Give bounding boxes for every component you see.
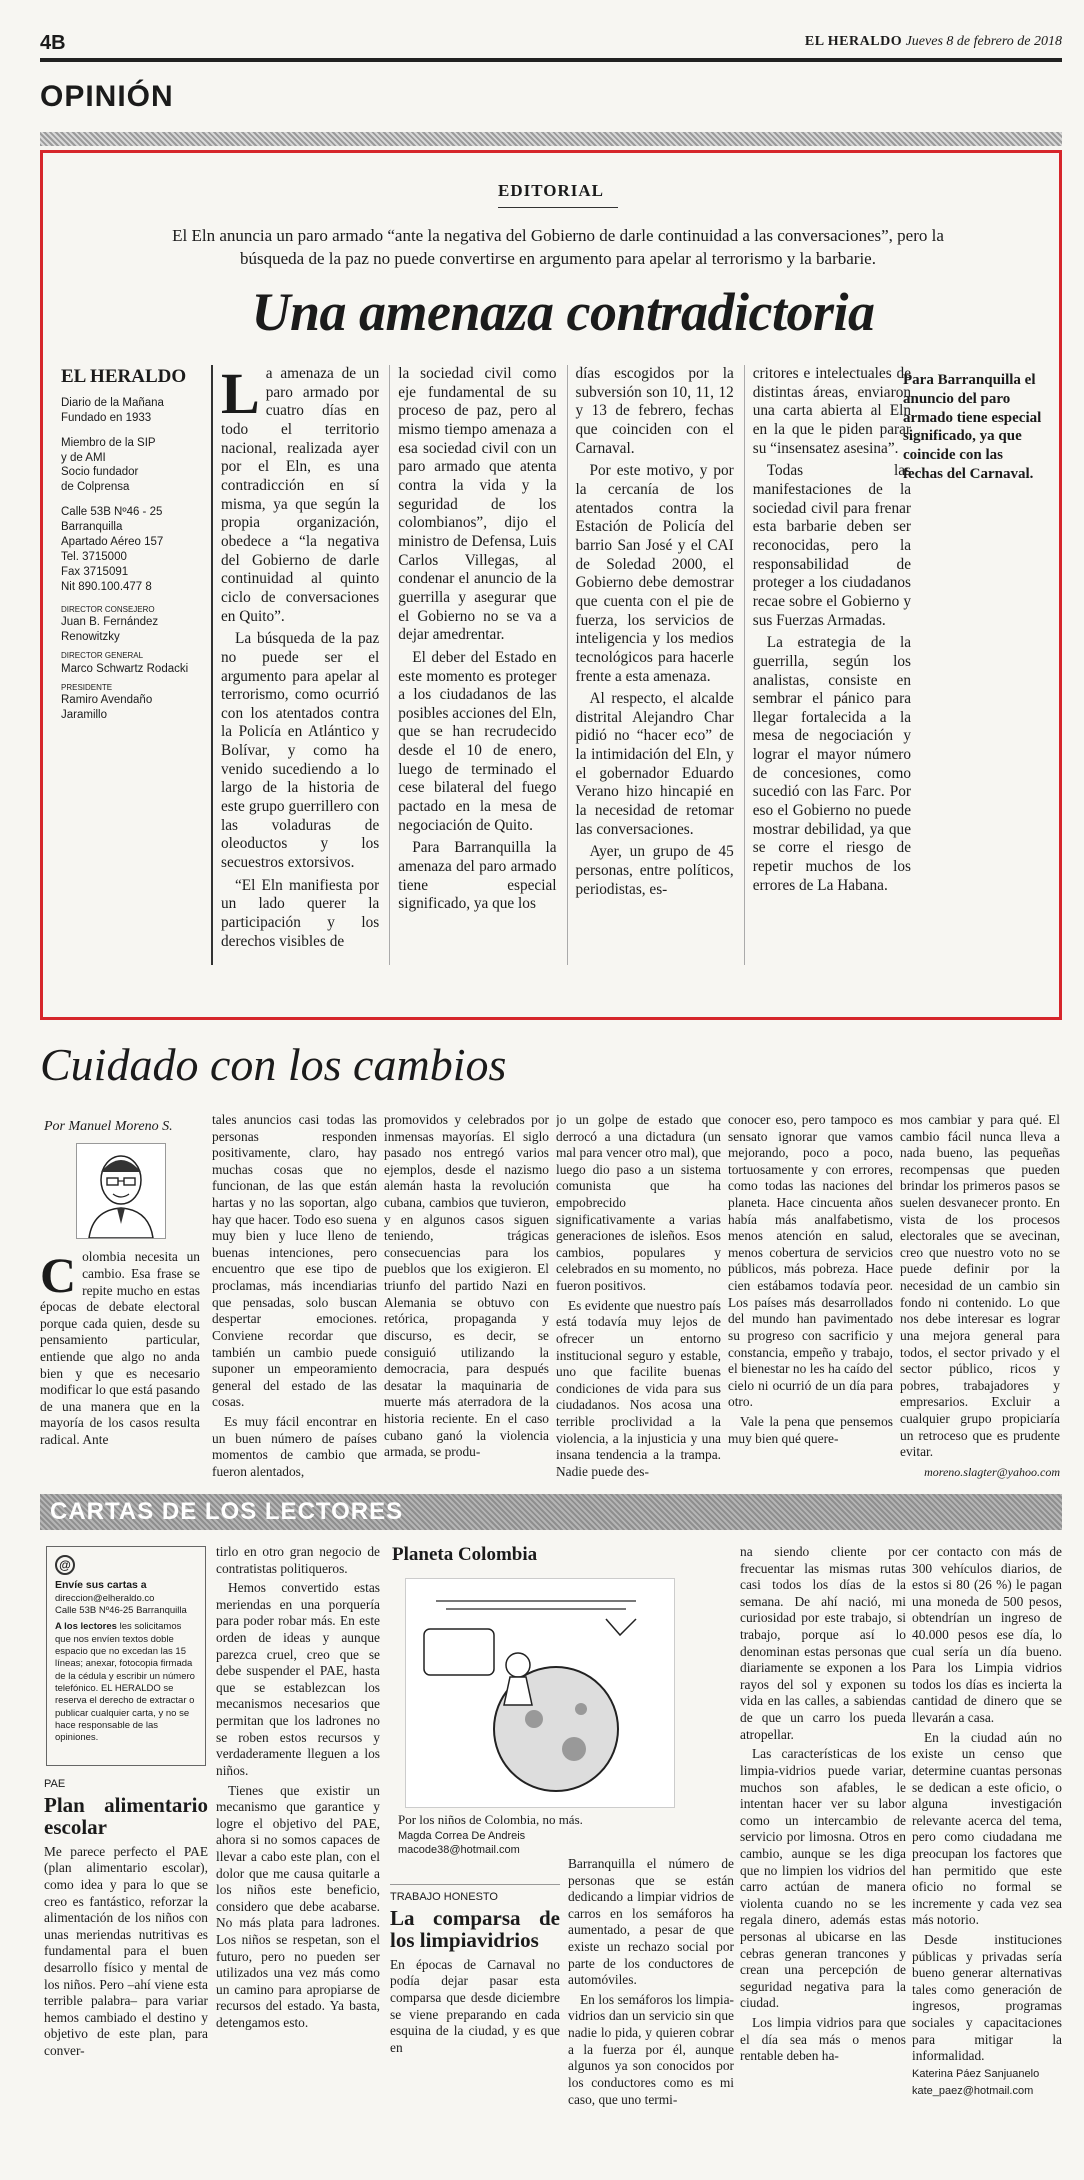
editorial-headline: Una amenaza contradictoria — [251, 282, 875, 342]
letter-pae-col-1 — [44, 1778, 208, 2160]
info-line: Calle 53B Nº46 - 25 — [61, 506, 163, 519]
info-line: Apartado Aéreo 157 — [61, 536, 164, 549]
publication-date: Jueves 8 de febrero de 2018 — [905, 34, 1062, 49]
newspaper-info-box — [61, 365, 196, 723]
paragraph — [221, 365, 379, 626]
editorial-column-1 — [211, 365, 379, 965]
letter-limpiavidrios-col-2 — [568, 1856, 734, 2160]
paragraph: Los limpia vidrios para que el día sea más o menos rentable deben ha- — [740, 2015, 906, 2064]
editorial-box — [40, 150, 1062, 1020]
paragraph: tirlo en otro gran negocio de contratistas politiqueros. — [216, 1544, 380, 1576]
at-icon: @ — [55, 1555, 75, 1575]
masthead — [40, 28, 1062, 62]
paragraph: Barranquilla el número de personas que se están dedicando a limpiar vidrios de carros en los semáforos ha aumentado, a pesar de que existe un rechazo social por parte de los conductores de automóviles. — [568, 1856, 734, 1988]
byline: Por Manuel Moreno S. — [44, 1119, 173, 1134]
letter-title: La comparsa de los limpiavidrios — [390, 1905, 560, 1952]
newspaper-brand: EL HERALDO — [61, 366, 187, 387]
info-line: Nit 890.100.477 8 — [61, 581, 152, 593]
staff-role: DIRECTOR GENERAL — [61, 651, 144, 661]
info-line: Fundado en 1933 — [61, 411, 152, 424]
editorial-kicker: EDITORIAL — [498, 181, 604, 200]
staff-name: Ramiro Avendaño Jaramillo — [61, 693, 153, 721]
paragraph: En los semáforos los limpia-vidrios dan un servicio sin que nadie lo pida, y quieren cobrar a la fuerza por él, aunque algunos ya son conocidos por los conductores como es mi caso, que uno termi- — [568, 1991, 734, 2107]
notice-title: Envíe sus cartas a — [55, 1579, 147, 1591]
info-line: de Colprensa — [61, 481, 130, 494]
staff-name: Juan B. Fernández Renowitzky — [61, 616, 159, 644]
paragraph: critores e intelectuales de distintas áreas, enviaron una carta abierta al Eln en la que le piden parar su “insensatez asesina”. — [752, 365, 911, 457]
letter-limpiavidrios-col-1 — [390, 1884, 560, 2160]
cartoon-caption: Por los niños de Colombia, no más. — [398, 1812, 583, 1827]
info-line: y de AMI — [61, 451, 106, 464]
letters-notice-box — [46, 1546, 206, 1766]
editorial-deck: El Eln anuncia un paro armado “ante la negativa del Gobierno de darle continuidad a las conversaciones”, pero la búsqueda de la paz no puede convertirse en argumento para apelar al terrorismo y la barbarie. — [172, 226, 944, 268]
cartoon-title: Planeta Colombia — [392, 1544, 538, 1565]
notice-body: les solicitamos que nos envíen textos doble espacio que no excedan las 15 líneas; anexar, fotocopia firmada de la cédula y escribir un número telefónico. EL HERALDO se reserva el derecho de extractar o publicar cualquier carta, y no se hace responsable de las opiniones. — [55, 1621, 195, 1744]
cartoon-email[interactable]: macode38@hotmail.com — [398, 1844, 520, 1857]
cartoon-image — [405, 1578, 675, 1808]
paragraph: En la ciudad aún no existe un censo que determine cuantas personas se dedican a este oficio, o alguna investigación relevante acerca del tema, pero como ciudadana me preocupan los factores que han permitido que este oficio no formal se incremente y cada vez sea más notorio. — [912, 1729, 1062, 1928]
paragraph: promovidos y celebrados por inmensas mayorías. El siglo pasado nos entregó varios ejemplos, desde el nazismo alemán hasta la revolución cubana, cambios que tuvieron, y en algunos casos siguen teniendo, trágicas consecuencias para los pueblos que los exigieron. El triunfo del partido Nazi en Alemania se obtuvo con retórica, propaganda y discurso, es decir, se consiguió utilizando la democracia, para después desatar la maquinaria de muerte más aterradora de la historia reciente. En el caso cubano ganó la violencia armada, se produ- — [384, 1112, 549, 1460]
paragraph: Vale la pena que pensemos muy bien qué quere- — [728, 1413, 893, 1446]
letters-section-title: CARTAS DE LOS LECTORES — [50, 1498, 404, 1525]
paragraph: Por este motivo, y por la cercanía de los atentados contra la Estación de Policía del barrio San José y el CAI de Soledad 2000, el Gobierno debe demostrar que cuenta con el pie de fuerza, los servicios de inteligencia y los medios tecnológicos para hacerle frente a esta amenaza. — [575, 462, 734, 685]
paragraph: na siendo cliente por frecuentar las mismas rutas casi todos los días de la semana. De ahí nació, mi curiosidad por este trabajo, si trabajo, porque así lo denominan estas personas que diariamente se exponen a los rayos del sol y exponen su vida en las calles, a sabiendas de que un carro los pueda atropellar. — [740, 1544, 906, 1742]
notice-address: Calle 53B Nº46-25 Barranquilla — [55, 1604, 187, 1616]
publication-name: EL HERALDO — [804, 34, 903, 49]
editorial-body — [211, 365, 911, 965]
column-text-6 — [900, 1112, 1060, 1482]
paragraph: cer contacto con más de 300 vehículos diarios, de estos si 80 (26 %) le pagan una moneda de 500 pesos, obtendrían un ingreso de 40.000 pesos ese día, lo cual sería un día bueno. Para los Limpia vidrios todos los días es incierta la cantidad de dinero que se llevarán a casa. — [912, 1544, 1062, 1726]
author-portrait — [76, 1143, 166, 1239]
cartoon-drawing — [406, 1579, 674, 1807]
dropcap: C — [40, 1247, 77, 1304]
notice-text — [55, 1621, 197, 1744]
paragraph-text: olombia necesita un cambio. Esa frase se repite mucho en estas épocas de debate electoral porque cada quien, desde su pensamiento particular, entiende que algo no anda bien y que es necesario modificar lo que está pasando de una manera que en la mayoría de los casos resulta radical. Ante — [40, 1249, 200, 1448]
editorial-column-2 — [389, 365, 556, 965]
portrait-illustration — [77, 1144, 165, 1238]
notice-lead: A los lectores — [55, 1621, 117, 1633]
letter-pae-col-2 — [216, 1544, 380, 2160]
paragraph: En épocas de Carnaval no podía dejar pasar esta comparsa que desde diciembre se viene preparando en cada esquina de la ciudad, y es que en — [390, 1956, 560, 2055]
paragraph: Las características de los limpia-vidrios puede variar, muchos son afables, le intentan hacer ver su labor como un intercambio de servicio por limosna. Otros en cambio, aunque se les diga que no limpien los vidrios del carro actúan de manera violenta cuando no se les regala dinero, además estas personas al ubicarse en las cebras generan trancones y crean una percepción de seguridad negativa para la ciudad. — [740, 1746, 906, 2011]
paragraph: Ayer, un grupo de 45 personas, entre políticos, periodistas, es- — [575, 843, 734, 898]
letters-section-bar — [40, 1494, 1062, 1530]
paragraph: Me parece perfecto el PAE (plan alimentario escolar), como idea y para lo que se creo es fantástico, reforzar la alimentación de los niños con unas meriendas nutritivas es fundamental para el buen desarrollo físico y mental de los niños. Pero –ahí viene esta terrible palabra– para variar hemos cambiado el destino y objetivo de este plan, para conver- — [44, 1843, 208, 2059]
info-block-2 — [61, 436, 196, 496]
letter-kicker: PAE — [44, 1778, 66, 1790]
section-title: OPINIÓN — [40, 80, 174, 113]
info-line: Miembro de la SIP — [61, 436, 156, 449]
column-text-3 — [384, 1112, 549, 1482]
paragraph: Para Barranquilla la amenaza del paro armado tiene especial significado, ya que los — [398, 839, 557, 913]
staff-role: PRESIDENTE — [61, 682, 113, 692]
info-line: Diario de la Mañana — [61, 396, 164, 409]
info-block-3 — [61, 505, 196, 595]
paragraph: Todas las manifestaciones de la sociedad civil para frenar esta barbarie deben ser reconocidas, pero la responsabilidad de proteger a los ciudadanos recae sobre el Gobierno y sus Fuerzas Armadas. — [752, 462, 911, 629]
info-line: Tel. 3715000 — [61, 551, 127, 564]
paragraph: La búsqueda de la paz no puede ser el argumento para apelar al terrorismo, como ocurrió con los atentados contra la Policía en Atlántico y Bolívar, y como ha venido sucediendo a lo largo de la historia de este grupo guerrillero con las voladuras de oleoductos y los secuestros extorsivos. — [221, 630, 380, 872]
masthead-info — [805, 34, 1062, 50]
info-line: Socio fundador — [61, 466, 139, 479]
editorial-column-3 — [567, 365, 734, 965]
editorial-column-4 — [744, 365, 911, 965]
staff-role: DIRECTOR CONSEJERO — [61, 604, 155, 614]
cartoon-author: Magda Correa De Andreis — [398, 1829, 526, 1842]
letter-author: Katerina Páez Sanjuanelo — [912, 2067, 1040, 2080]
section-divider — [40, 132, 1062, 146]
paragraph: jo un golpe de estado que derrocó a una dictadura (un mal para vencer otro mal), que luego dio paso a un sistema comunista que ha empobrecido significativamente a varias generaciones de isleños. Esos cambios, populares y celebrados en su momento, no fueron positivos. — [556, 1112, 721, 1294]
paragraph: Es evidente que nuestro país está todavía muy lejos de ofrecer un entorno institucional seguro y estable, uno que facilite buenas condiciones de vida para sus ciudadanos. Nos acosa una terrible proclividad a la violencia, a la injusticia y una insana tendencia a la trampa. Nadie puede des- — [556, 1297, 721, 1479]
column-grid — [40, 1112, 1062, 1482]
paragraph: Es muy fácil encontrar en un buen número de países momentos de cambio que fueron alentados, — [212, 1413, 377, 1479]
paragraph — [40, 1249, 200, 1448]
column-headline: Cuidado con los cambios — [40, 1039, 507, 1090]
info-line: Barranquilla — [61, 521, 123, 534]
staff-name: Marco Schwartz Rodacki — [61, 662, 189, 675]
column-text-4 — [556, 1112, 721, 1482]
letter-limpiavidrios-col-3 — [740, 1544, 906, 2160]
notice-email[interactable]: direccion@elheraldo.co — [55, 1592, 155, 1604]
paragraph: conocer eso, pero tampoco es sensato ignorar que vamos mejorando, poco a poco, tortuosamente y con errores, como todas las naciones del planeta. Hace cincuenta años había más analfabetismo, menos atención en salud, menos cobertura de servicios públicos, más pobreza. Hace cien estábamos todavía peor. Los países más desarrollados del mundo han pavimentado su progreso con sacrificio y constancia, empeño y trabajo, el bienestar no les ha caído del cielo ni ocurrió de un día para otro. — [728, 1112, 893, 1410]
paragraph: La estrategia de la guerrilla, según los analistas, consiste en sembrar el pánico para llegar fortalecida a la mesa de negociación y lograr el mayor número de concesiones, como sucedió con las Farc. Por eso el Gobierno no puede mostrar debilidad, ya que se corre el riesgo de repetir muchos de los errores de La Habana. — [752, 634, 911, 894]
paragraph: mos cambiar y para qué. El cambio fácil nunca lleva a nada bueno, las pequeñas recompensas que pueden brindar los primeros pasos se suelen desvanecer pronto. En vista de los procesos electorales que se avecinan, creo que nuestro voto no se puede definir por la necesidad de un cambio sin fondo ni contenido. Lo que nos debe interesar es lograr una mejora general para todos, el sector privado y el sector público, ricos y pobres, trabajadores y empresarios. Excluir a cualquier grupo propiciaría un retroceso que es prudente evitar. — [900, 1112, 1060, 1460]
letter-email[interactable]: kate_paez@hotmail.com — [912, 2084, 1034, 2097]
paragraph: Hemos convertido estas meriendas en una porquería para poder robar más. En este orden de ideas y aunque parezca cruel, creo que se debe suspender el PAE, hasta que se establezcan los mecanismos necesarios que permitan que los ladrones no se roben estos recursos y verdaderamente lleguen a los niños. — [216, 1580, 380, 1778]
paragraph: días escogidos por la subversión son 10, 11, 12 y 13 de febrero, fechas que coinciden con el Carnaval. — [575, 365, 734, 457]
letter-limpiavidrios-col-4 — [912, 1544, 1062, 2160]
pull-quote: Para Barranquilla el anuncio del paro armado tiene especial significado, ya que coincide con las fechas del Carnaval. — [903, 372, 1042, 482]
column-text-2 — [212, 1112, 377, 1482]
column-text-5 — [728, 1112, 893, 1482]
cartoon-caption-block — [398, 1812, 678, 1857]
paragraph: Al respecto, el alcalde distrital Alejandro Char pidió no “hacer eco” de la intimidación del Eln, y el gobernador Eduardo Verano hizo hincapié en la necesidad de retomar las conversaciones. — [575, 690, 734, 838]
paragraph: tales anuncios casi todas las personas responden positivamente, claro, hay muchas cosas que no funcionan, de las que están hartas y no las soportan, algo hay que hacer. Todo eso suena muy bien y luce lleno de buenas intenciones, pero encuentro que ese tipo de proclamas, más incendiarias que pensadas, solo buscan despertar emociones. Conviene recordar que también un cambio puede suponer un empeoramiento general del estado de las cosas. — [212, 1112, 377, 1410]
column-text-1 — [40, 1112, 200, 1482]
paragraph: El deber del Estado en este momento es proteger a los ciudadanos de las posibles acciones del Eln, que se han recrudecido desde el 10 de enero, luego de terminado el cese bilateral del fuego pactado en la mesa de negociación de Quito. — [398, 648, 557, 834]
letter-kicker: TRABAJO HONESTO — [390, 1891, 498, 1903]
info-line: Fax 3715091 — [61, 566, 129, 579]
letter-title: Plan alimentario escolar — [44, 1792, 208, 1839]
paragraph-text: a amenaza de un paro armado por cuatro días en todo el territorio nacional, realizada ayer por el Eln, es una contradicción en sí misma, ya que según la propia organización, obedece a “la negativa del Gobierno de darle continuidad al quinto ciclo de conversaciones en Quito”. — [221, 365, 380, 625]
opinion-column — [40, 1112, 1062, 1482]
kicker-rule — [498, 207, 618, 208]
dropcap: L — [221, 365, 260, 426]
paragraph: “El Eln manifiesta por un lado querer la participación y los derechos visibles de — [221, 876, 380, 950]
info-block-1 — [61, 396, 196, 426]
author-email[interactable]: moreno.slagter@yahoo.com — [924, 1464, 1060, 1479]
paragraph: Desde instituciones públicas y privadas sería bueno generar alternativas tales como generación de ingresos, programas sociales y capacitaciones para mitigar la informalidad. — [912, 1932, 1062, 2064]
paragraph: Tienes que existir un mecanismo que garantice y logre el objetivo del PAE, ahora si no somos capaces de llevar a cabo este plan, con el dolor que me causa quitarle a los niños este beneficio, considero que debe acabarse. No más plata para ladrones. Los niños se respetan, son el futuro, pero no pueden ser utilizados una vez más como un camino para apropiarse de recursos del estado. Ya basta, detengamos esto. — [216, 1782, 380, 2031]
paragraph: la sociedad civil como eje fundamental de su proceso de paz, pero al mismo tiempo amenaza a esa sociedad civil con un paro armado que atenta contra la vida y la seguridad de los colombianos”, dijo el ministro de Defensa, Luis Carlos Villegas, al condenar el anuncio de la guerrilla y asegurar que el Gobierno no se va a dejar amedrentar. — [398, 365, 557, 644]
page-number: 4B — [40, 32, 66, 54]
